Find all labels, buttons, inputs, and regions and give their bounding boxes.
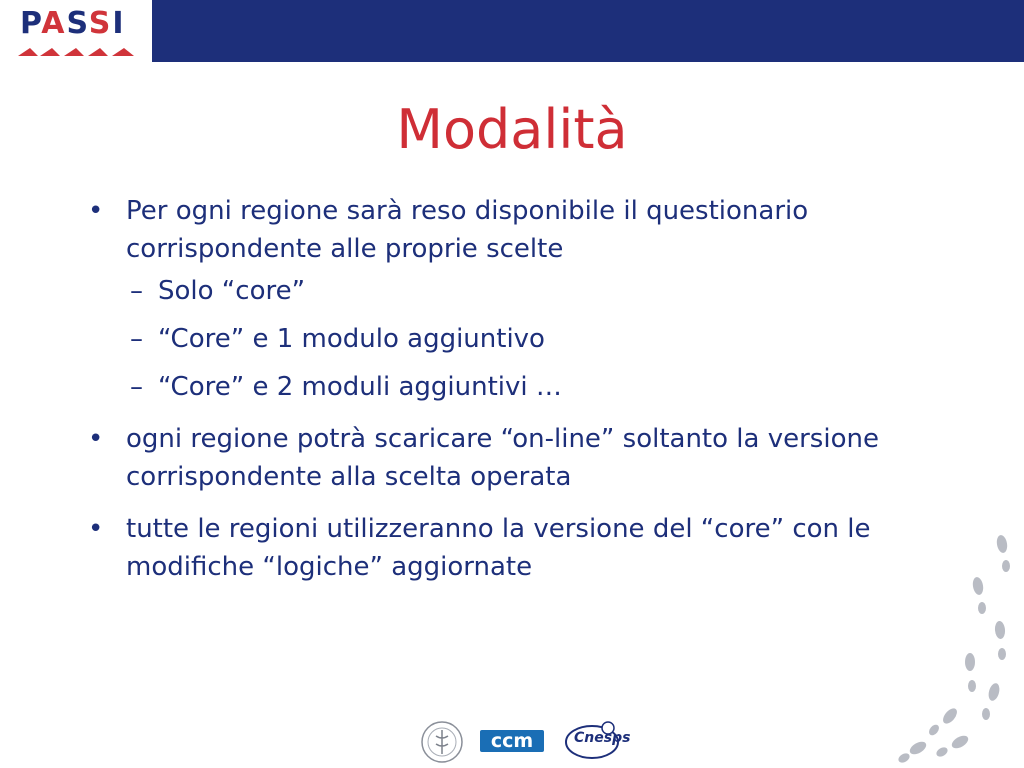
footsteps-logo-icon (16, 44, 141, 58)
sub-glyph: – (130, 372, 143, 402)
sub-text: “Core” e 1 modulo aggiuntivo (158, 324, 545, 354)
passi-logo (8, 4, 148, 60)
passi-logo-wordmark: PASSI (20, 6, 126, 41)
bullet-glyph: • (88, 196, 104, 226)
sub-item (130, 368, 986, 406)
bullet-text: tutte le regioni utilizzeranno la versione del “core” con le modifiche “logiche” aggiornate (126, 514, 871, 582)
footer-logos (418, 716, 638, 764)
bullet-item (86, 510, 986, 586)
ccm-logo: ccm (480, 730, 544, 752)
slide-content (86, 192, 986, 600)
bullet-item (86, 420, 986, 496)
sub-glyph: – (130, 276, 143, 306)
sub-item (130, 320, 986, 358)
bullet-glyph: • (88, 424, 104, 454)
bullet-text: ogni regione potrà scaricare “on-line” soltanto la versione corrispondente alla scelta operata (126, 424, 879, 492)
sub-item (130, 272, 986, 310)
iss-seal-icon (420, 720, 464, 764)
bullet-item (86, 192, 986, 406)
sub-text: Solo “core” (158, 276, 306, 306)
slide-title: Modalità (396, 98, 628, 161)
sub-glyph: – (130, 324, 143, 354)
header-band (152, 0, 1024, 62)
sub-list (126, 272, 986, 406)
footprints-decoration-icon (890, 530, 1024, 768)
cnesps-logo-text: Cnesps (574, 730, 631, 746)
bullet-text: Per ogni regione sarà reso disponibile il questionario corrispondente alle proprie scelte (126, 196, 809, 264)
bullet-glyph: • (88, 514, 104, 544)
sub-text: “Core” e 2 moduli aggiuntivi … (158, 372, 562, 402)
